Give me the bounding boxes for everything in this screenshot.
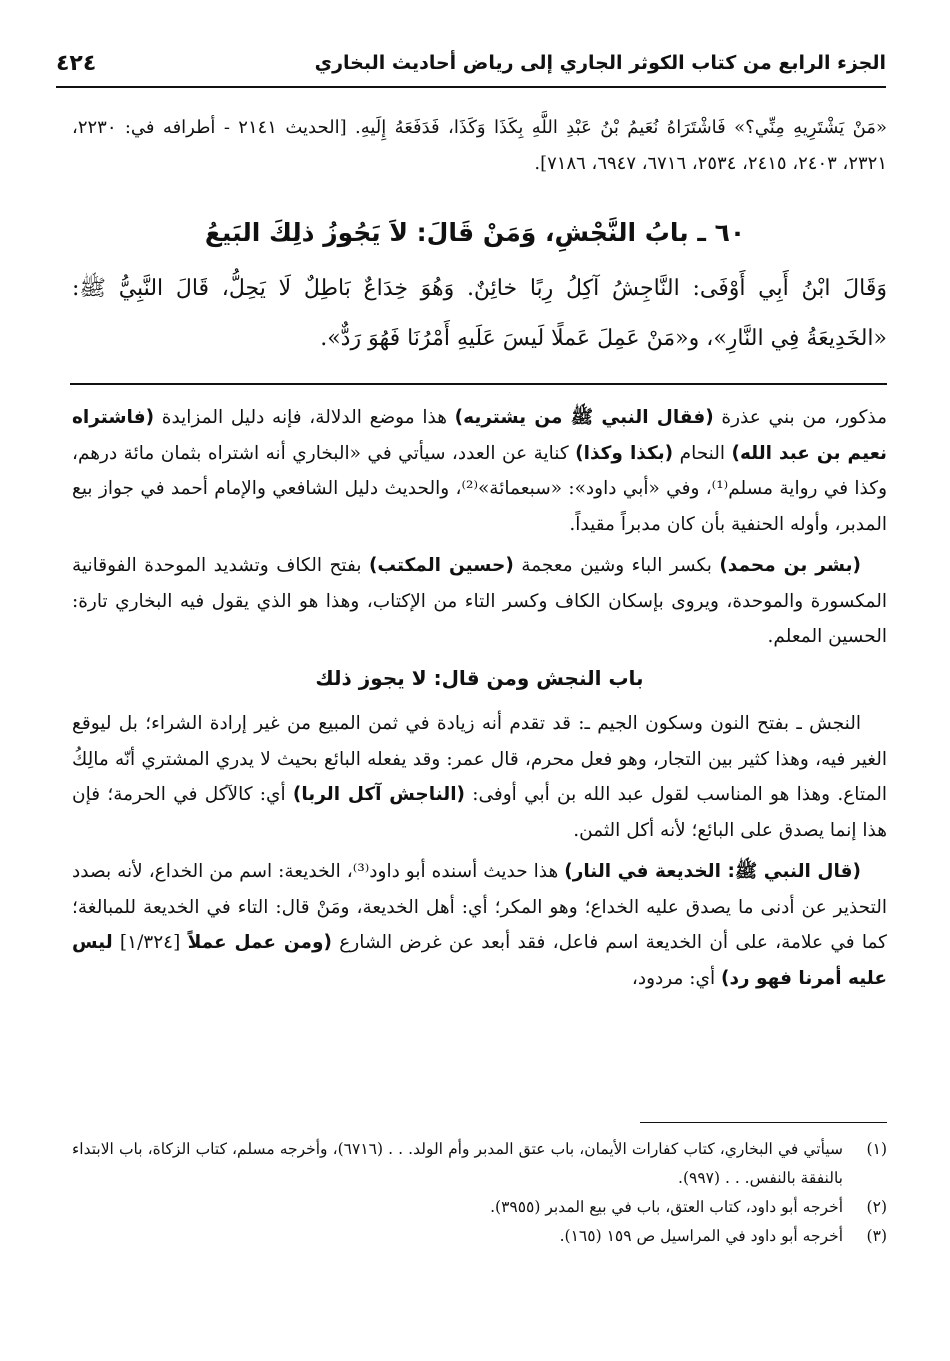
- footnote-number: (١): [866, 1140, 887, 1158]
- page-number: ٤٢٤: [56, 50, 97, 76]
- chapter-title: ٦٠ ـ بابُ النَّجْشِ، وَمَنْ قَالَ: لاَ يَجُوزُ ذلِكَ البَيعُ: [204, 218, 746, 247]
- footnote-number: (٢): [866, 1198, 887, 1216]
- bold-quote: (الناجش آكل الربا): [292, 784, 465, 805]
- text-run: هذا حديث أسنده أبو داود⁽³⁾، الخديعة: اسم من الخداع، لأنه بصدد التحذير عن أدنى ما يصدق عليه الخداع؛ وهو المكر؛ أي: أهل الخديعة، ومَنْ قال: التاء في الخديعة للمبالغة؛ كما في علامة، على أن الخديعة اسم فاعل، فقد أبعد عن غرض الشارع: [72, 861, 887, 953]
- text-run: أي: كالآكل في الحرمة؛ فإن هذا إنما يصدق على البائع؛ لأنه أكل الثمن.: [72, 784, 887, 841]
- bold-quote: (بشر بن محمد): [719, 555, 862, 576]
- footnote-text: أخرجه أبو داود، كتاب العتق، باب في بيع المدبر (٣٩٥٥).: [490, 1198, 843, 1216]
- text-run: النحام: [673, 442, 732, 464]
- commentary: [72, 400, 887, 1002]
- footnote-rule: [640, 1122, 887, 1123]
- text-run: كناية عن العدد، سيأتي في «البخاري أنه اشتراه بثمان مائة درهم، وكذا في رواية مسلم⁽¹⁾، وفي «أبي داود»: «سبعمائة»⁽²⁾، والحديث دليل الشافعي والإمام أحمد في جواز بيع المدبر، وأوله الحنفية بأن كان مدبراً مقيداً.: [72, 442, 888, 535]
- matn-separator: [70, 383, 887, 385]
- text-run: هذا موضع الدلالة، فإنه دليل المزايدة: [154, 407, 455, 428]
- bold-quote: (ومن عمل عملاً: [187, 932, 332, 953]
- footnote-text: أخرجه أبو داود في المراسيل ص ١٥٩ (١٦٥).: [559, 1227, 843, 1245]
- footnote-number: (٣): [866, 1227, 887, 1245]
- bold-quote: (بكذا وكذا): [575, 442, 674, 464]
- footnote-2: [72, 1193, 887, 1222]
- text-run: [١/٣٢٤]: [112, 932, 188, 953]
- commentary-paragraph-2: [72, 548, 887, 655]
- footnote-text: سيأتي في البخاري، كتاب كفارات الأيمان، باب عتق المدبر وأم الولد. . . (٦٧١٦)، وأخرجه مسلم، كتاب الزكاة، باب الابتداء بالنفقة بالنفس. . . (٩٩٧).: [72, 1140, 843, 1187]
- footnote-1: [72, 1135, 887, 1193]
- bold-quote: (فاشتراه نعيم بن عبد الله): [72, 407, 888, 464]
- commentary-paragraph-3: [72, 706, 887, 848]
- bold-quote: (حسين المكتب): [368, 555, 514, 576]
- commentary-paragraph-1: [72, 400, 887, 542]
- commentary-paragraph-4: [72, 854, 887, 996]
- commentary-subheading: باب النجش ومن قال: لا يجوز ذلك: [315, 665, 644, 690]
- chapter-text: وَقَالَ ابْنُ أَبِي أَوْفَى: النَّاجِشُ آكِلُ رِبًا خائِنٌ. وَهُوَ خِدَاعٌ بَاطِلٌ لَا يَحِلُّ، قَالَ النَّبِيُّ ﷺ: «الخَدِيعَةُ فِي النَّارِ»، و«مَنْ عَمِلَ عَملًا لَيسَ عَلَيهِ أَمْرُنَا فَهُوَ رَدٌّ».: [72, 276, 887, 351]
- text-run: النجش ـ بفتح النون وسكون الجيم ـ: قد تقدم أنه زيادة في ثمن المبيع من غير إرادة الشراء؛ بل ليوقع الغير فيه، وهذا كثير بين التجار، وهو فعل محرم، قال عمر: وقد يفعله البائع بحيث لا يدري المشتري أنّه مالِكُ المتاع. وهذا هو المناسب لقول عبد الله بن أبي أوفى:: [72, 713, 887, 805]
- text-run: أي: مردود،: [631, 967, 721, 989]
- bold-quote: (فقال النبي ﷺ من يشتريه): [454, 407, 714, 428]
- bold-quote: (قال النبي ﷺ: الخديعة في النار): [564, 861, 861, 882]
- text-run: بفتح الكاف وتشديد الموحدة الفوقانية المكسورة والموحدة، ويروى بإسكان الكاف وكسر التاء من الإكتاب، وهذا هو الذي يقول فيه البخاري تارة: الحسين المعلم.: [72, 555, 887, 647]
- page-header: [56, 40, 886, 88]
- hadith-continuation: «مَنْ يَشْتَرِيهِ مِنِّي؟» فَاشْتَرَاهُ نُعَيمُ بْنُ عَبْدِ اللَّهِ بِكَذَا وَكَذَا، فَدَفَعَهُ إِلَيهِ. [الحديث ٢١٤١ - أطرافه في: ٢٢٣٠، ٢٣٢١، ٢٤٠٣، ٢٤١٥، ٢٥٣٤، ٦٧١٦، ٦٩٤٧، ٧١٨٦].: [72, 117, 888, 174]
- running-title: الجزء الرابع من كتاب الكوثر الجاري إلى رياض أحاديث البخاري: [314, 52, 886, 74]
- bold-quote: ليس عليه أمرنا فهو رد): [72, 932, 887, 989]
- text-run: مذكور، من بني عذرة: [713, 407, 888, 428]
- text-run: بكسر الباء وشين معجمة: [513, 555, 720, 576]
- footnotes: [72, 1135, 887, 1251]
- footnote-3: [72, 1222, 887, 1251]
